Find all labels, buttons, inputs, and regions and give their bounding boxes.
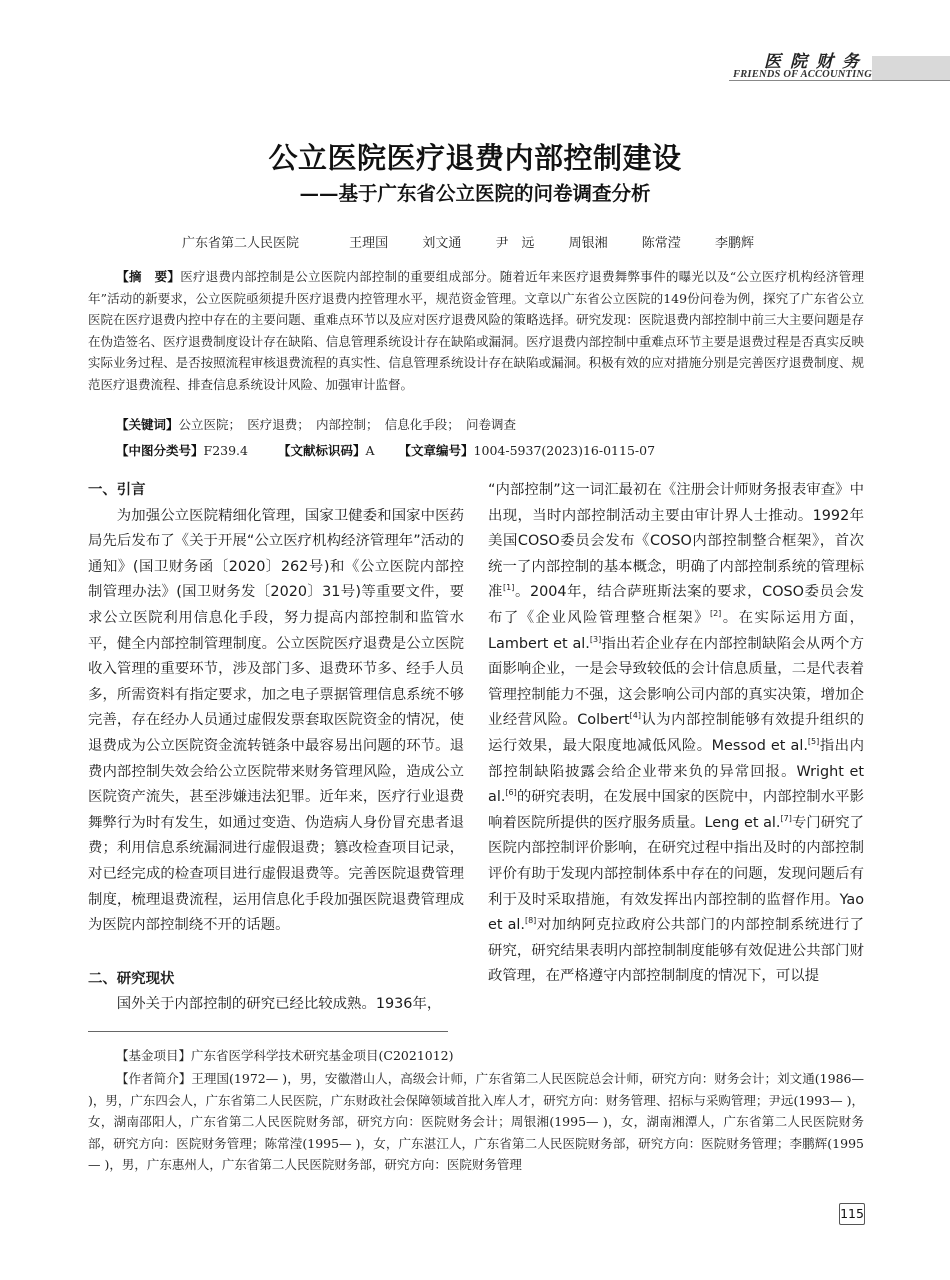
article-title: 公立医院医疗退费内部控制建设 <box>268 141 682 175</box>
section-heading: 二、研究现状 <box>88 970 175 987</box>
citation: [7] <box>780 813 792 823</box>
classification-line <box>116 441 655 459</box>
body-left-column <box>88 478 464 1018</box>
journal-name-en: FRIENDS OF ACCOUNTING <box>733 69 872 80</box>
citation: [5] <box>807 737 820 747</box>
abstract <box>88 266 864 396</box>
keywords-label: 【关键词】 <box>116 417 179 432</box>
doc-code-value: A <box>365 443 375 458</box>
footnote-rule <box>88 1031 448 1032</box>
bio-label: 【作者简介】 <box>116 1071 192 1086</box>
doc-code-label: 【文献标识码】 <box>277 443 366 458</box>
body-right-column <box>488 478 864 990</box>
fund-text: 广东省医学科学技术研究基金项目(C2021012) <box>191 1048 454 1063</box>
abstract-label: 【摘 要】 <box>116 269 181 284</box>
author-name: 尹 远 <box>495 236 535 251</box>
citation: [3] <box>589 634 602 644</box>
bio-text: 王理国(1972— )，男，安徽潜山人，高级会计师，广东省第二人民医院总会计师，研究方向：财务会计；刘文通(1986— )，男，广东四会人，广东省第二人民医院，广东财政社会保障领域首批入库人才，研究方向：财务管理、招标与采购管理；尹远(1993— )，女，湖南邵阳人，广东省第二人民医院财务部，研究方向：医院财务会计；周银湘(1995— )，女，湖南湘潭人，广东省第二人民医院财务部，研究方向：医院财务管理；陈常滢(1995— )，女，广东湛江人，广东省第二人民医院财务部，研究方向：医院财务管理；李鹏辉(1995— )，男，广东惠州人，广东省第二人民医院财务部，研究方向：医院财务管理 <box>88 1071 864 1173</box>
fund-note <box>116 1046 454 1064</box>
body-paragraph: “内部控制”这一词汇最初在《注册会计师财务报表审查》中出现，当时内部控制活动主要由审计界人士推动。1992年美国COSO委员会发布《COSO内部控制整合框架》，首次统一了内部控制的基本概念，明确了内部控制系统的管理标准[1]。2004年，结合萨班斯法案的要求，COSO委员会发布了《企业风险管理整合框架》[2]。在实际运用方面，Lambert et al.[3]指出若企业存在内部控制缺陷会从两个方面影响企业，一是会导致较低的会计信息质量，二是代表着管理控制能力不强，这会影响公司内部的真实决策，增加企业经营风险。Colbert[4]认为内部控制能够有效提升组织的运行效果，最大限度地减低风险。Messod et al.[5]指出内部控制缺陷披露会给企业带来负的异常回报。Wright et al.[6]的研究表明，在发展中国家的医院中，内部控制水平影响着医院所提供的医疗服务质量。Leng et al.[7]专门研究了医院内部控制评价影响，在研究过程中指出及时的内部控制评价有助于发现内部控制体系中存在的问题，发现问题后有利于及时采取措施，有效发挥出内部控制的监督作用。Yao et al.[8]对加纳阿克拉政府公共部门的内部控制系统进行了研究，研究结果表明内部控制制度能够有效促进公共部门财政管理，在严格遵守内部控制制度的情况下，可以提 <box>488 482 864 985</box>
header-rule <box>729 80 950 81</box>
header-decor-bar <box>872 56 950 80</box>
page-number: 115 <box>839 1203 865 1225</box>
author-name: 王理国 <box>349 236 389 251</box>
journal-name: 医院财务 <box>764 52 868 72</box>
citation: [6] <box>505 788 517 798</box>
article-subtitle: ——基于广东省公立医院的问卷调查分析 <box>299 182 651 205</box>
clc-value: F239.4 <box>203 443 248 458</box>
affiliation: 广东省第二人民医院 <box>182 236 300 251</box>
citation: [2] <box>709 609 722 619</box>
author-name: 陈常滢 <box>641 236 681 251</box>
article-number-value: 1004-5937(2023)16-0115-07 <box>473 443 656 458</box>
keywords-text: 公立医院； 医疗退费； 内部控制； 信息化手段； 问卷调查 <box>178 417 517 432</box>
section-heading: 一、引言 <box>88 482 146 498</box>
author-line <box>182 232 784 251</box>
citation: [4] <box>629 711 641 721</box>
body-paragraph: 国外关于内部控制的研究已经比较成熟。1936年， <box>116 996 442 1013</box>
fund-label: 【基金项目】 <box>116 1048 192 1063</box>
citation: [1] <box>503 583 515 593</box>
clc-label: 【中图分类号】 <box>116 443 204 458</box>
author-name: 刘文通 <box>422 236 462 251</box>
citation: [8] <box>524 916 537 926</box>
abstract-text: 医疗退费内部控制是公立医院内部控制的重要组成部分。随着近年来医疗退费舞弊事件的曝光以及“公立医疗机构经济管理年”活动的新要求，公立医院亟须提升医疗退费内控管理水平，规范资金管理。文章以广东省公立医院的149份问卷为例，探究了广东省公立医院在医疗退费内控中存在的主要问题、重难点环节以及应对医疗退费风险的策略选择。研究发现：医院退费内部控制中前三大主要问题是存在伪造签名、医疗退费制度设计存在缺陷、信息管理系统设计存在缺陷或漏洞。医疗退费内部控制中重难点环节主要是退费过程是否真实反映实际业务过程、是否按照流程审核退费流程的真实性、信息管理系统设计存在缺陷或漏洞。积极有效的应对措施分别是完善医疗退费制度、规范医疗退费流程、排查信息系统设计风险、加强审计监督。 <box>88 269 864 392</box>
article-number-label: 【文章编号】 <box>398 443 474 458</box>
author-name: 周银湘 <box>568 236 608 251</box>
body-paragraph: 为加强公立医院精细化管理，国家卫健委和国家中医药局先后发布了《关于开展“公立医疗机构经济管理年”活动的通知》(国卫财务函〔2020〕262号)和《公立医院内部控制管理办法》(国卫财务发〔2020〕31号)等重要文件，要求公立医院利用信息化手段，努力提高内部控制和监管水平，健全内部控制管理制度。公立医院医疗退费是公立医院收入管理的重要环节，涉及部门多、退费环节多、经手人员多，所需资料有指定要求，加之电子票据管理信息系统不够完善，存在经办人员通过虚假发票套取医院资金的情况，使退费成为公立医院资金流转链条中最容易出问题的环节。退费内部控制失效会给公立医院带来财务管理风险，造成公立医院资产流失，甚至涉嫌违法犯罪。近年来，医疗行业退费舞弊行为时有发生，如通过变造、伪造病人身份冒充患者退费；利用信息系统漏洞进行虚假退费；篡改检查项目记录，对已经完成的检查项目进行虚假退费等。完善医院退费管理制度，梳理退费流程，运用信息化手段加强医院退费管理成为医院内部控制绕不开的话题。 <box>88 507 464 934</box>
author-bio <box>88 1068 864 1176</box>
author-name: 李鹏辉 <box>714 236 754 251</box>
keywords <box>116 415 516 433</box>
